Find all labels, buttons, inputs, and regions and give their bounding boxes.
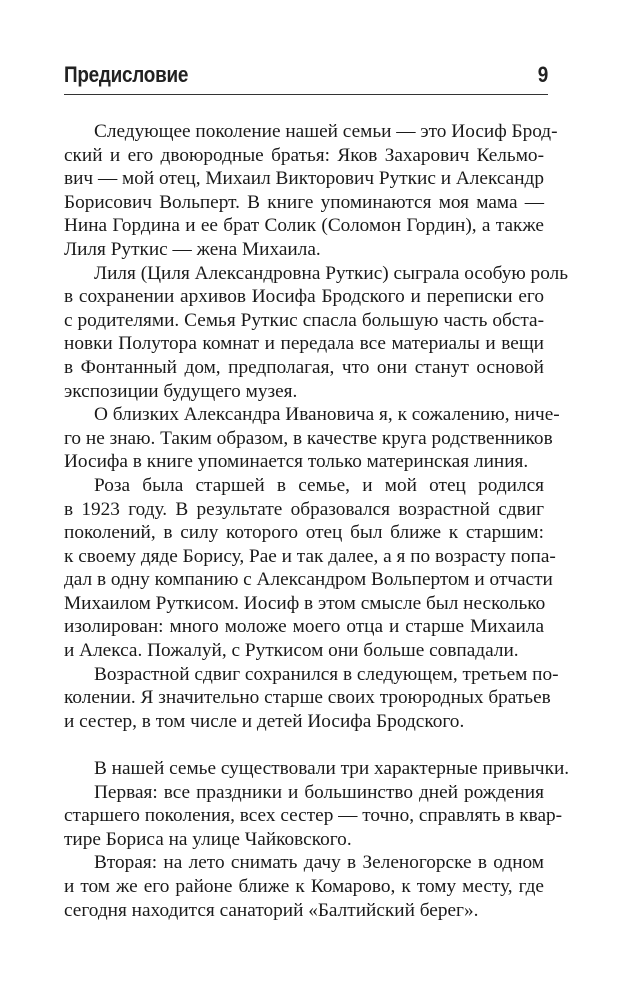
- text-line: с родителями. Семья Руткис спасла большую часть обста-: [64, 309, 544, 331]
- paragraph: [64, 474, 556, 663]
- text-line: в сохранении архивов Иосифа Бродского и переписки его: [64, 286, 544, 308]
- header-rule: [64, 94, 548, 95]
- text-line: Следующее поколение нашей семьи — это Иосиф Брод-: [94, 121, 558, 142]
- text-line: колении. Я значительно старше своих троюродных братьев: [64, 687, 551, 709]
- text-line: Нина Гордина и ее брат Солик (Соломон Гордин), а также: [64, 215, 544, 237]
- text-line: тире Бориса на улице Чайковского.: [64, 828, 352, 850]
- text-line: го не знаю. Таким образом, в качестве круга родственников: [64, 427, 553, 449]
- text-line: и том же его районе ближе к Комарово, к тому месту, где: [64, 876, 544, 897]
- section-gap: [64, 733, 544, 757]
- text-line: Лиля (Циля Александровна Руткис) сыграла особую роль: [94, 262, 569, 284]
- text-line: изолирован: много моложе моего отца и старше Михаила: [64, 616, 544, 638]
- text-line: в 1923 году. В результате образовался возрастной сдвиг: [64, 498, 544, 520]
- text-line: и Алекса. Пожалуй, с Руткисом они больше совпадали.: [64, 640, 519, 662]
- running-header: [64, 62, 548, 88]
- paragraph: [64, 851, 544, 922]
- paragraph: [64, 120, 558, 262]
- text-line: к своему дяде Борису, Рае и так далее, а я по возрасту попа-: [64, 545, 556, 567]
- text-line: новки Полутора комнат и передала все материалы и вещи: [64, 333, 544, 355]
- text-line: в Фонтанный дом, предполагая, что они станут основой: [64, 356, 544, 378]
- text-line: Лиля Руткис — жена Михаила.: [64, 238, 321, 260]
- paragraph: [64, 781, 563, 852]
- text-line: экспозиции будущего музея.: [64, 380, 298, 402]
- text-line: Возрастной сдвиг сохранился в следующем, третьем по-: [94, 663, 559, 685]
- text-line: вич — мой отец, Михаил Викторович Руткис и Александр: [64, 168, 544, 190]
- paragraph: [64, 262, 569, 404]
- text-line: и сестер, в том числе и детей Иосифа Бродского.: [64, 710, 465, 732]
- text-line: сегодня находится санаторий «Балтийский берег».: [64, 899, 479, 921]
- paragraph: [64, 757, 570, 781]
- text-line: Борисович Вольперт. В книге упоминаются моя мама —: [64, 191, 544, 213]
- text-line: поколений, в силу которого отец был ближе к старшим:: [64, 522, 544, 544]
- text-line: дал в одну компанию с Александром Вольпертом и отчасти: [64, 569, 553, 591]
- text-line: Роза была старшей в семье, и мой отец родился: [94, 474, 544, 496]
- text-line: О близких Александра Ивановича я, к сожалению, ниче-: [94, 404, 560, 426]
- text-line: Первая: все праздники и большинство дней рождения: [94, 781, 544, 803]
- chapter-title: Предисловие: [64, 62, 189, 87]
- paragraph: [64, 663, 559, 734]
- text-line: Михаилом Руткисом. Иосиф в этом смысле был несколько: [64, 592, 546, 614]
- paragraph: [64, 403, 560, 474]
- text-line: Вторая: на лето снимать дачу в Зеленогорске в одном: [94, 852, 544, 874]
- text-line: Иосифа в книге упоминается только материнская линия.: [64, 451, 529, 473]
- text-line: В нашей семье существовали три характерные привычки.: [94, 758, 570, 780]
- body-text: [64, 120, 570, 922]
- page-number: 9: [537, 62, 548, 87]
- text-line: ский и его двоюродные братья: Яков Захарович Кельмо-: [64, 144, 544, 166]
- text-line: старшего поколения, всех сестер — точно, справлять в квар-: [64, 805, 563, 827]
